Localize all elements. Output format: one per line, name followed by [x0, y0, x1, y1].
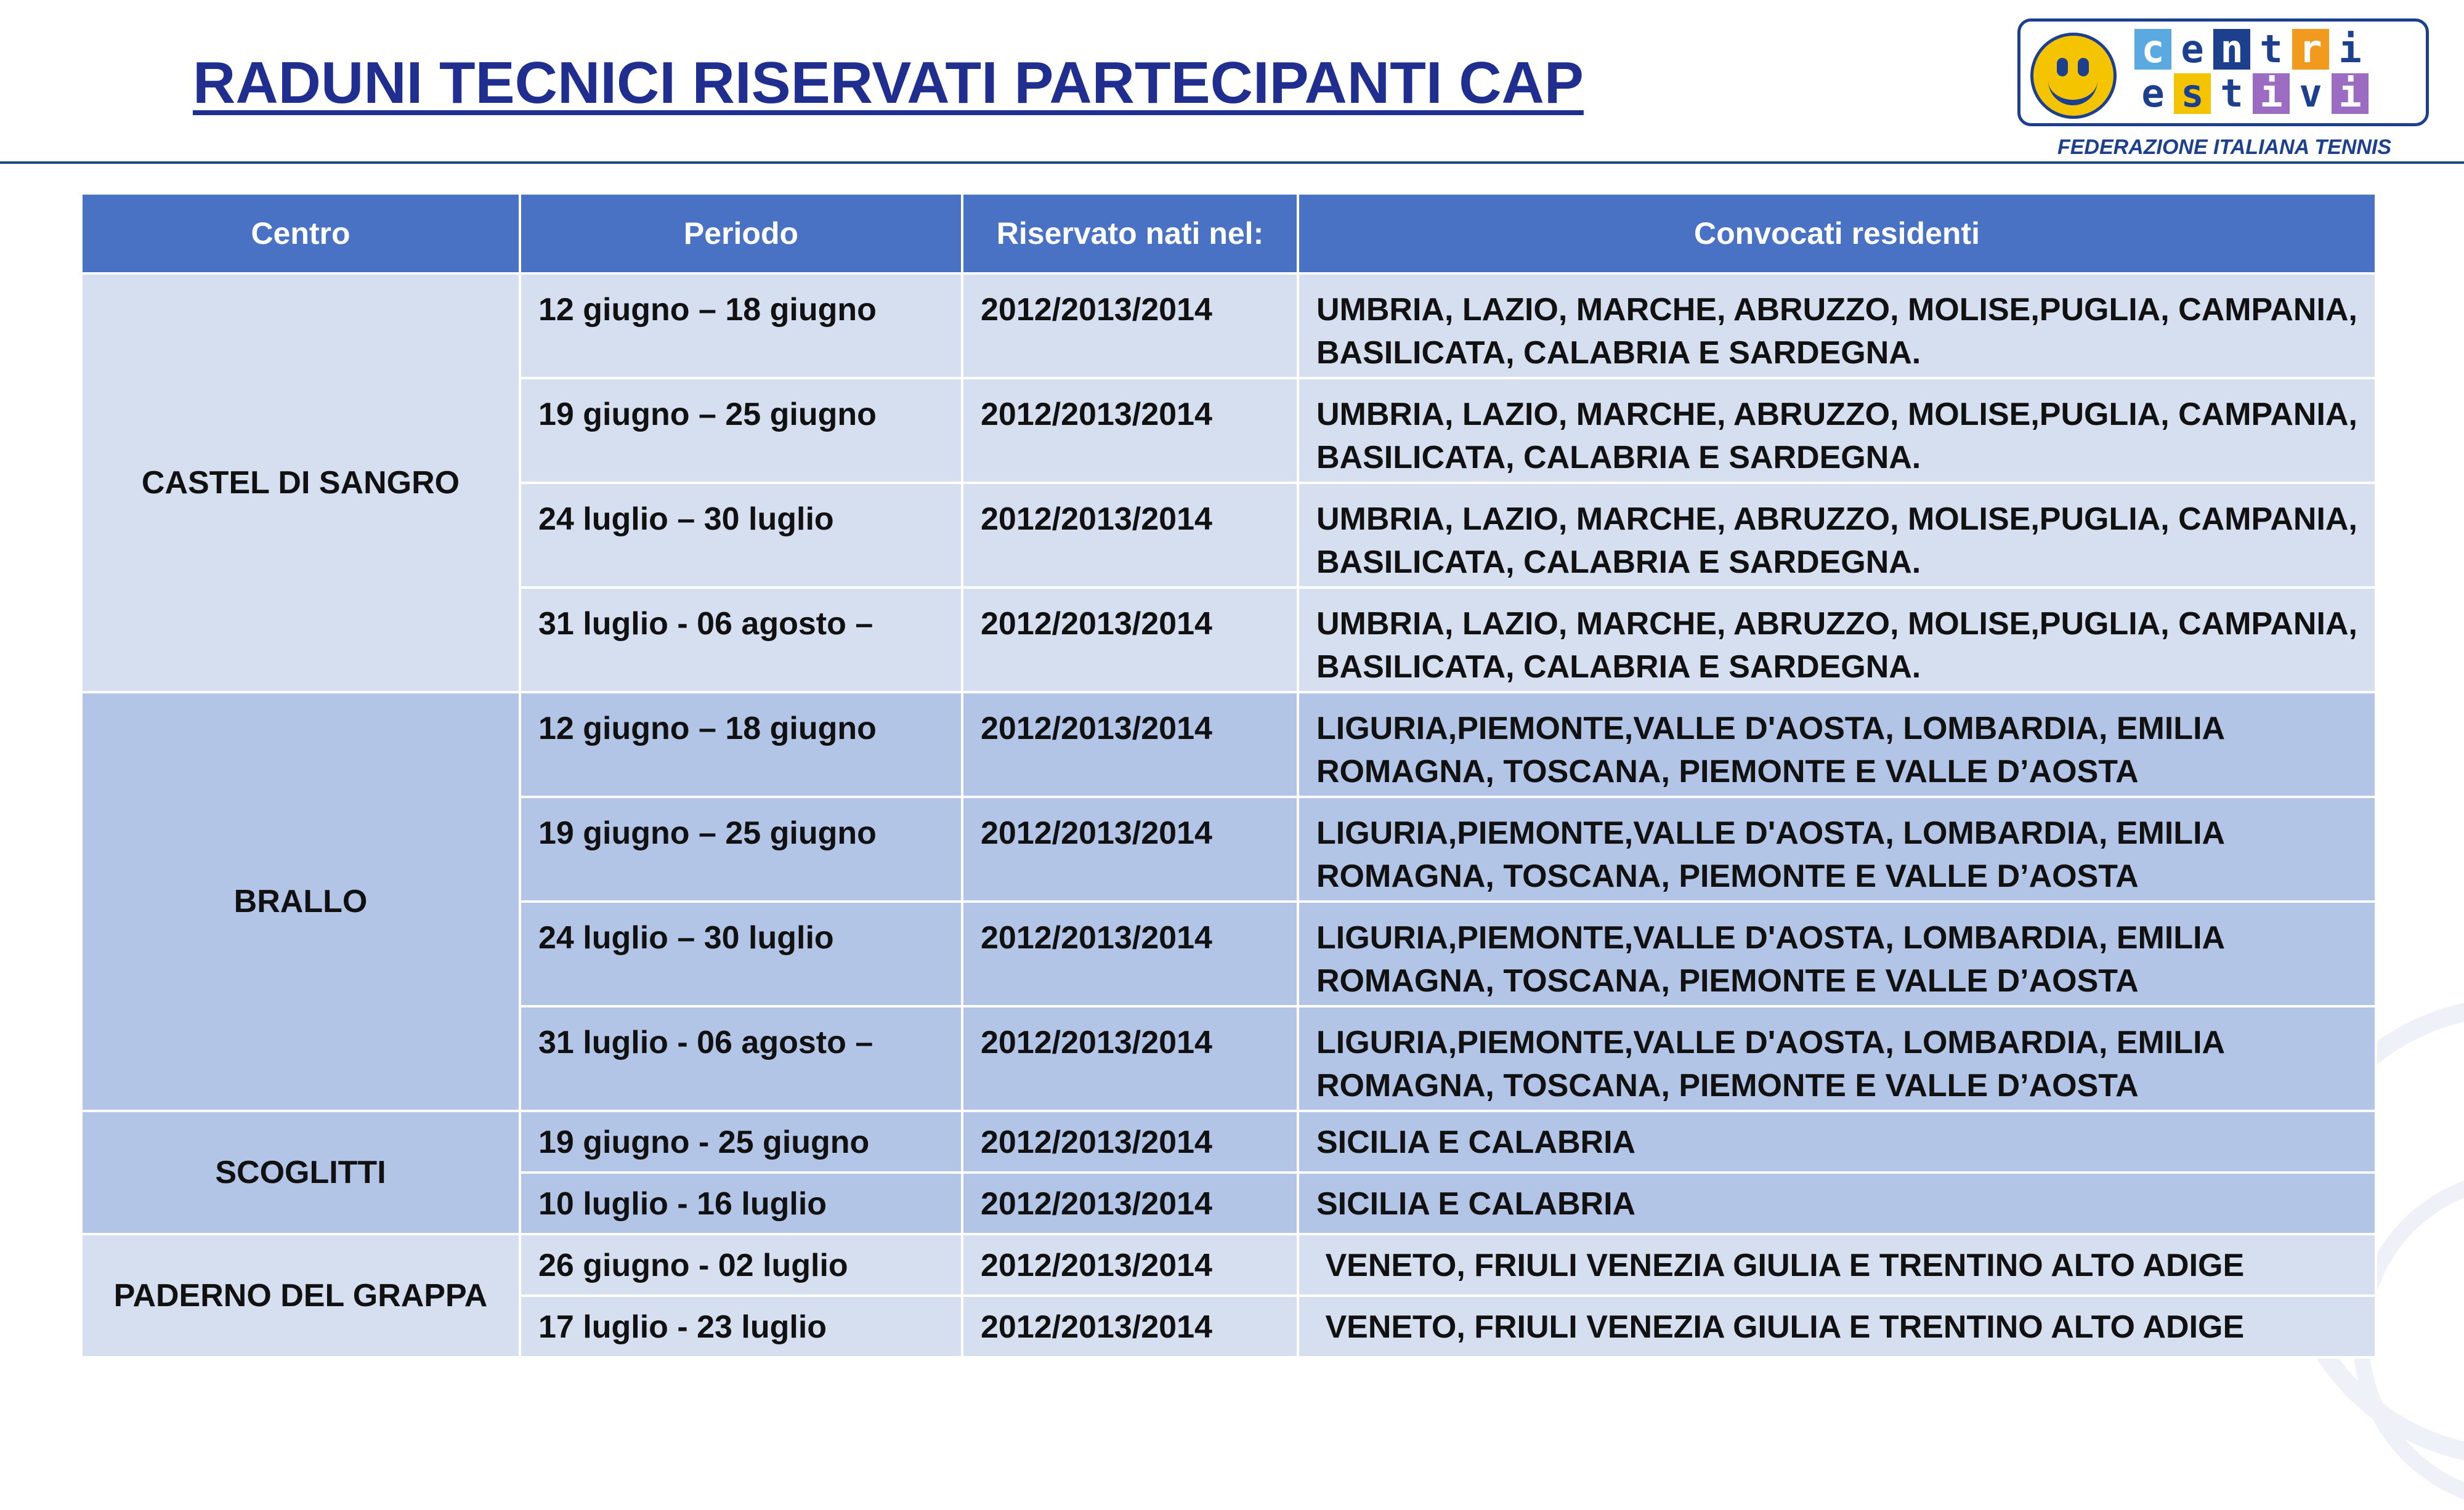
table-header-row — [81, 193, 2376, 273]
page-title: RADUNI TECNICI RISERVATI PARTECIPANTI CAP — [193, 50, 1584, 116]
anni-cell: 2012/2013/2014 — [962, 1173, 1298, 1234]
logo-frame — [2017, 18, 2429, 126]
logo-letter: c — [2134, 29, 2171, 70]
convocati-cell: VENETO, FRIULI VENEZIA GIULIA E TRENTINO ALTO ADIGE — [1298, 1296, 2376, 1357]
logo-letter: n — [2213, 29, 2250, 70]
convocati-cell: UMBRIA, LAZIO, MARCHE, ABRUZZO, MOLISE,PUGLIA, CAMPANIA, BASILICATA, CALABRIA E SARDEGNA. — [1298, 273, 2376, 378]
anni-cell: 2012/2013/2014 — [962, 1111, 1298, 1173]
periodo-cell: 17 luglio - 23 luglio — [520, 1296, 962, 1357]
logo-letter: s — [2174, 73, 2211, 114]
table-row — [81, 1234, 2376, 1296]
periodo-cell: 24 luglio – 30 luglio — [520, 483, 962, 587]
centri-estivi-logo — [2017, 18, 2433, 160]
logo-letter: e — [2181, 26, 2204, 71]
periodo-cell: 26 giugno - 02 luglio — [520, 1234, 962, 1296]
convocati-cell: UMBRIA, LAZIO, MARCHE, ABRUZZO, MOLISE,PUGLIA, CAMPANIA, BASILICATA, CALABRIA E SARDEGNA. — [1298, 483, 2376, 587]
periodo-cell: 19 giugno – 25 giugno — [520, 797, 962, 902]
anni-cell: 2012/2013/2014 — [962, 1006, 1298, 1111]
logo-letter: i — [2338, 26, 2362, 71]
column-header-riservato: Riservato nati nel: — [962, 193, 1298, 273]
column-header-centro: Centro — [81, 193, 520, 273]
convocati-cell: SICILIA E CALABRIA — [1298, 1173, 2376, 1234]
table-row — [81, 1111, 2376, 1173]
convocati-cell: VENETO, FRIULI VENEZIA GIULIA E TRENTINO ALTO ADIGE — [1298, 1234, 2376, 1296]
table-row — [81, 692, 2376, 797]
convocati-cell: LIGURIA,PIEMONTE,VALLE D'AOSTA, LOMBARDIA, EMILIA ROMAGNA, TOSCANA, PIEMONTE E VALLE D’AOSTA — [1298, 902, 2376, 1006]
periodo-cell: 31 luglio - 06 agosto – — [520, 587, 962, 692]
anni-cell: 2012/2013/2014 — [962, 692, 1298, 797]
logo-letter: i — [2253, 73, 2290, 114]
periodo-cell: 10 luglio - 16 luglio — [520, 1173, 962, 1234]
column-header-periodo: Periodo — [520, 193, 962, 273]
smiley-icon — [2030, 33, 2117, 119]
logo-letter: t — [2220, 71, 2243, 116]
anni-cell: 2012/2013/2014 — [962, 902, 1298, 1006]
periodo-cell: 19 giugno - 25 giugno — [520, 1111, 962, 1173]
periodo-cell: 31 luglio - 06 agosto – — [520, 1006, 962, 1111]
anni-cell: 2012/2013/2014 — [962, 587, 1298, 692]
federation-label: FEDERAZIONE ITALIANA TENNIS — [2057, 135, 2392, 159]
logo-letter: e — [2141, 71, 2165, 116]
anni-cell: 2012/2013/2014 — [962, 483, 1298, 587]
anni-cell: 2012/2013/2014 — [962, 273, 1298, 378]
centro-cell: BRALLO — [81, 692, 520, 1111]
centro-cell: SCOGLITTI — [81, 1111, 520, 1234]
convocati-cell: LIGURIA,PIEMONTE,VALLE D'AOSTA, LOMBARDIA, EMILIA ROMAGNA, TOSCANA, PIEMONTE E VALLE D’AOSTA — [1298, 1006, 2376, 1111]
periodo-cell: 24 luglio – 30 luglio — [520, 902, 962, 1006]
convocati-cell: UMBRIA, LAZIO, MARCHE, ABRUZZO, MOLISE,PUGLIA, CAMPANIA, BASILICATA, CALABRIA E SARDEGNA. — [1298, 378, 2376, 483]
column-header-convocati: Convocati residenti — [1298, 193, 2376, 273]
table-row — [81, 273, 2376, 378]
anni-cell: 2012/2013/2014 — [962, 378, 1298, 483]
schedule-table — [80, 192, 2377, 1359]
convocati-cell: LIGURIA,PIEMONTE,VALLE D'AOSTA, LOMBARDIA, EMILIA ROMAGNA, TOSCANA, PIEMONTE E VALLE D’AOSTA — [1298, 797, 2376, 902]
convocati-cell: SICILIA E CALABRIA — [1298, 1111, 2376, 1173]
logo-letter: i — [2332, 73, 2369, 114]
periodo-cell: 19 giugno – 25 giugno — [520, 378, 962, 483]
periodo-cell: 12 giugno – 18 giugno — [520, 273, 962, 378]
header-divider — [0, 161, 2464, 164]
anni-cell: 2012/2013/2014 — [962, 1296, 1298, 1357]
convocati-cell: UMBRIA, LAZIO, MARCHE, ABRUZZO, MOLISE,PUGLIA, CAMPANIA, BASILICATA, CALABRIA E SARDEGNA. — [1298, 587, 2376, 692]
anni-cell: 2012/2013/2014 — [962, 1234, 1298, 1296]
periodo-cell: 12 giugno – 18 giugno — [520, 692, 962, 797]
anni-cell: 2012/2013/2014 — [962, 797, 1298, 902]
logo-letter: v — [2299, 71, 2322, 116]
convocati-cell: LIGURIA,PIEMONTE,VALLE D'AOSTA, LOMBARDIA, EMILIA ROMAGNA, TOSCANA, PIEMONTE E VALLE D’AOSTA — [1298, 692, 2376, 797]
logo-letter: r — [2292, 29, 2329, 70]
logo-letter: t — [2259, 26, 2283, 71]
centro-cell: CASTEL DI SANGRO — [81, 273, 520, 692]
centro-cell: PADERNO DEL GRAPPA — [81, 1234, 520, 1357]
